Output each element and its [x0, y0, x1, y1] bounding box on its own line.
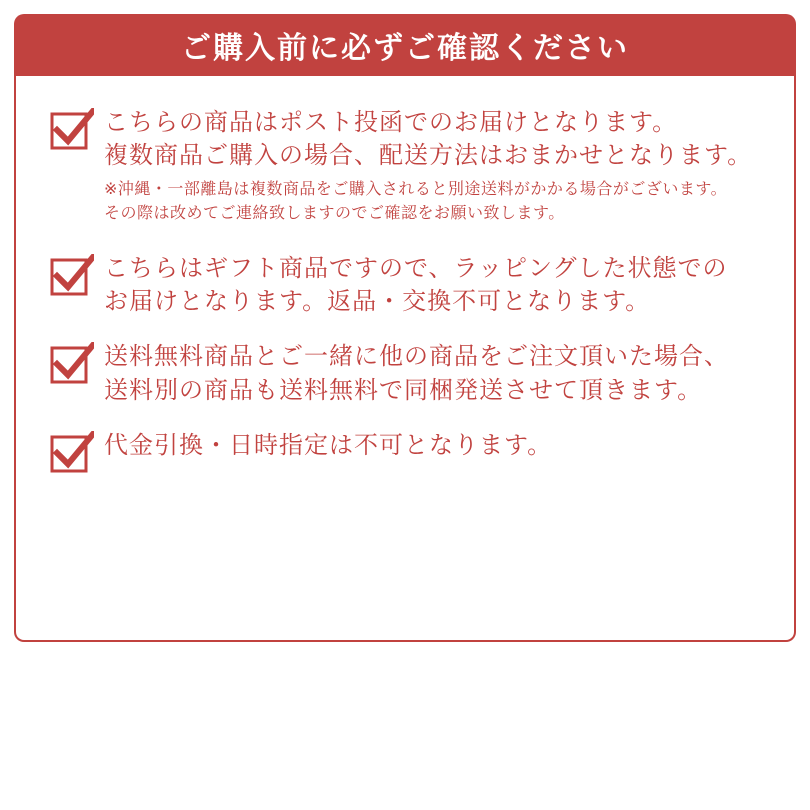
check-mark-icon — [50, 254, 94, 298]
list-item — [50, 429, 760, 475]
list-item — [50, 252, 760, 318]
list-item-note-line: ※沖縄・一部離島は複数商品をご購入されると別途送料がかかる場合がございます。 — [104, 181, 728, 199]
list-item-line: 送料別の商品も送料無料で同梱発送させて頂きます。 — [104, 376, 703, 404]
list-item-text — [104, 340, 760, 406]
notice-header — [14, 14, 796, 76]
list-item-note — [104, 178, 760, 226]
list-item-note-line: その際は改めてご連絡致しますのでご確認をお願い致します。 — [104, 205, 565, 223]
list-item-text — [104, 252, 760, 318]
check-mark-icon — [50, 431, 94, 475]
list-item — [50, 340, 760, 406]
list-item-text — [104, 429, 760, 462]
list-item-line: こちらの商品はポスト投函でのお届けとなります。 — [104, 109, 678, 136]
list-item-line: 複数商品ご購入の場合、配送方法はおまかせとなります。 — [104, 142, 753, 170]
list-item-line: 代金引換・日時指定は不可となります。 — [104, 431, 553, 459]
page-title: ご購入前に必ずご確認ください — [181, 32, 629, 65]
check-mark-icon — [50, 342, 94, 386]
list-item-line: お届けとなります。返品・交換不可となります。 — [104, 288, 651, 316]
list-item-line: 送料無料商品とご一緒に他の商品をご注文頂いた場合、 — [104, 343, 729, 371]
notice-body — [14, 76, 796, 642]
notice-card — [14, 14, 796, 642]
check-mark-icon — [50, 108, 94, 152]
list-item-text — [104, 106, 760, 226]
list-item — [50, 106, 760, 226]
list-item-line: こちらはギフト商品ですので、ラッピングした状態での — [104, 255, 728, 283]
